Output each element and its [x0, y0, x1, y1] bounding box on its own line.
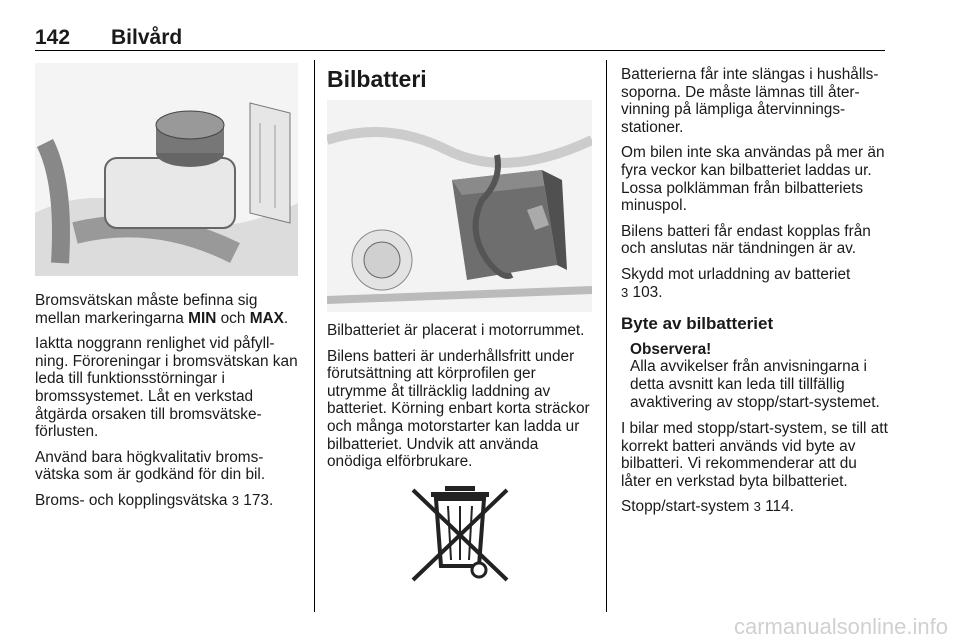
paragraph: Använd bara högkvalitativ broms-vätska som är godkänd för din bil.	[35, 448, 266, 484]
paragraph	[35, 492, 303, 510]
column-divider-2	[606, 60, 607, 612]
text: Bromsvätskan måste befinna sig mellan markeringarna	[35, 292, 258, 327]
page-ref[interactable]: 173.	[243, 491, 274, 509]
watermark: carmanualsonline.info	[733, 614, 948, 639]
page-ref[interactable]: 114.	[765, 498, 794, 516]
paragraph	[35, 292, 303, 327]
paragraph: Om bilen inte ska användas på mer än fyra veckor kan bilbatteriet laddas ur. Lossa polklämman från bilbatteriets minuspol.	[621, 144, 885, 215]
note-box	[621, 341, 891, 411]
text: Broms- och kopplingsvätska	[35, 491, 232, 509]
column-1-text	[35, 292, 303, 518]
page-ref-icon: 3	[621, 284, 629, 300]
paragraph	[621, 498, 891, 516]
paragraph: Bilbatteriet är placerat i motorrummet.	[327, 322, 585, 339]
section-title: Bilvård	[111, 26, 183, 49]
header-rule	[35, 50, 885, 51]
page-ref-icon: 3	[231, 492, 239, 508]
marker-min: MIN	[188, 309, 217, 327]
text: Stopp/start-system	[621, 498, 754, 516]
paragraph: Bilens batteri är underhållsfritt under förutsättning att körprofilen ger utrymme åt tillräcklig laddning av batteriet. Körning enbart korta sträckor och många motorstarter kan ladda ur bilbatteriet. Undvik att använda onödiga elförbrukare.	[327, 347, 590, 471]
text: .	[283, 309, 289, 327]
car-battery-illustration	[327, 100, 592, 312]
heading-bilbatteri: Bilbatteri	[327, 66, 427, 92]
note-text: Alla avvikelser från anvisningarna i detta avsnitt kan leda till tillfällig avaktivering av stopp/start-systemet.	[630, 358, 880, 411]
marker-max: MAX	[249, 309, 284, 327]
text: och	[216, 309, 250, 327]
column-2-text	[327, 322, 595, 479]
paragraph: I bilar med stopp/start-system, se till att korrekt batteri används vid byte av bilbatteri. Vi rekommenderar att du låter en verkstad byta bilbatteriet.	[621, 420, 888, 490]
paragraph	[621, 266, 891, 301]
page-number: 142	[35, 26, 71, 49]
paragraph: Batterierna får inte slängas i hushålls-soporna. De måste lämnas till åter-vinning på lämpliga återvinnings-stationer.	[621, 66, 879, 136]
note-title: Observera!	[630, 340, 712, 358]
column-3-text	[621, 66, 891, 524]
page-header	[35, 26, 885, 52]
text: Skydd mot urladdning av batteriet	[621, 265, 851, 283]
column-divider-1	[314, 60, 315, 612]
brake-fluid-reservoir-illustration	[35, 63, 298, 276]
paragraph: Bilens batteri får endast kopplas från och anslutas när tändningen är av.	[621, 222, 871, 258]
page-ref-icon: 3	[753, 499, 761, 515]
heading-byte-av-bilbatteriet: Byte av bilbatteriet	[621, 314, 774, 334]
page-ref[interactable]: 103.	[632, 283, 663, 301]
paragraph: Iaktta noggrann renlighet vid påfyll-ning. Föroreningar i bromsvätskan kan leda till funktionsstörningar i bromssystemet. Låt en verkstad åtgärda orsaken till bromsvätske-förlusten.	[35, 335, 298, 441]
crossed-out-wheelie-bin-icon	[405, 482, 515, 584]
